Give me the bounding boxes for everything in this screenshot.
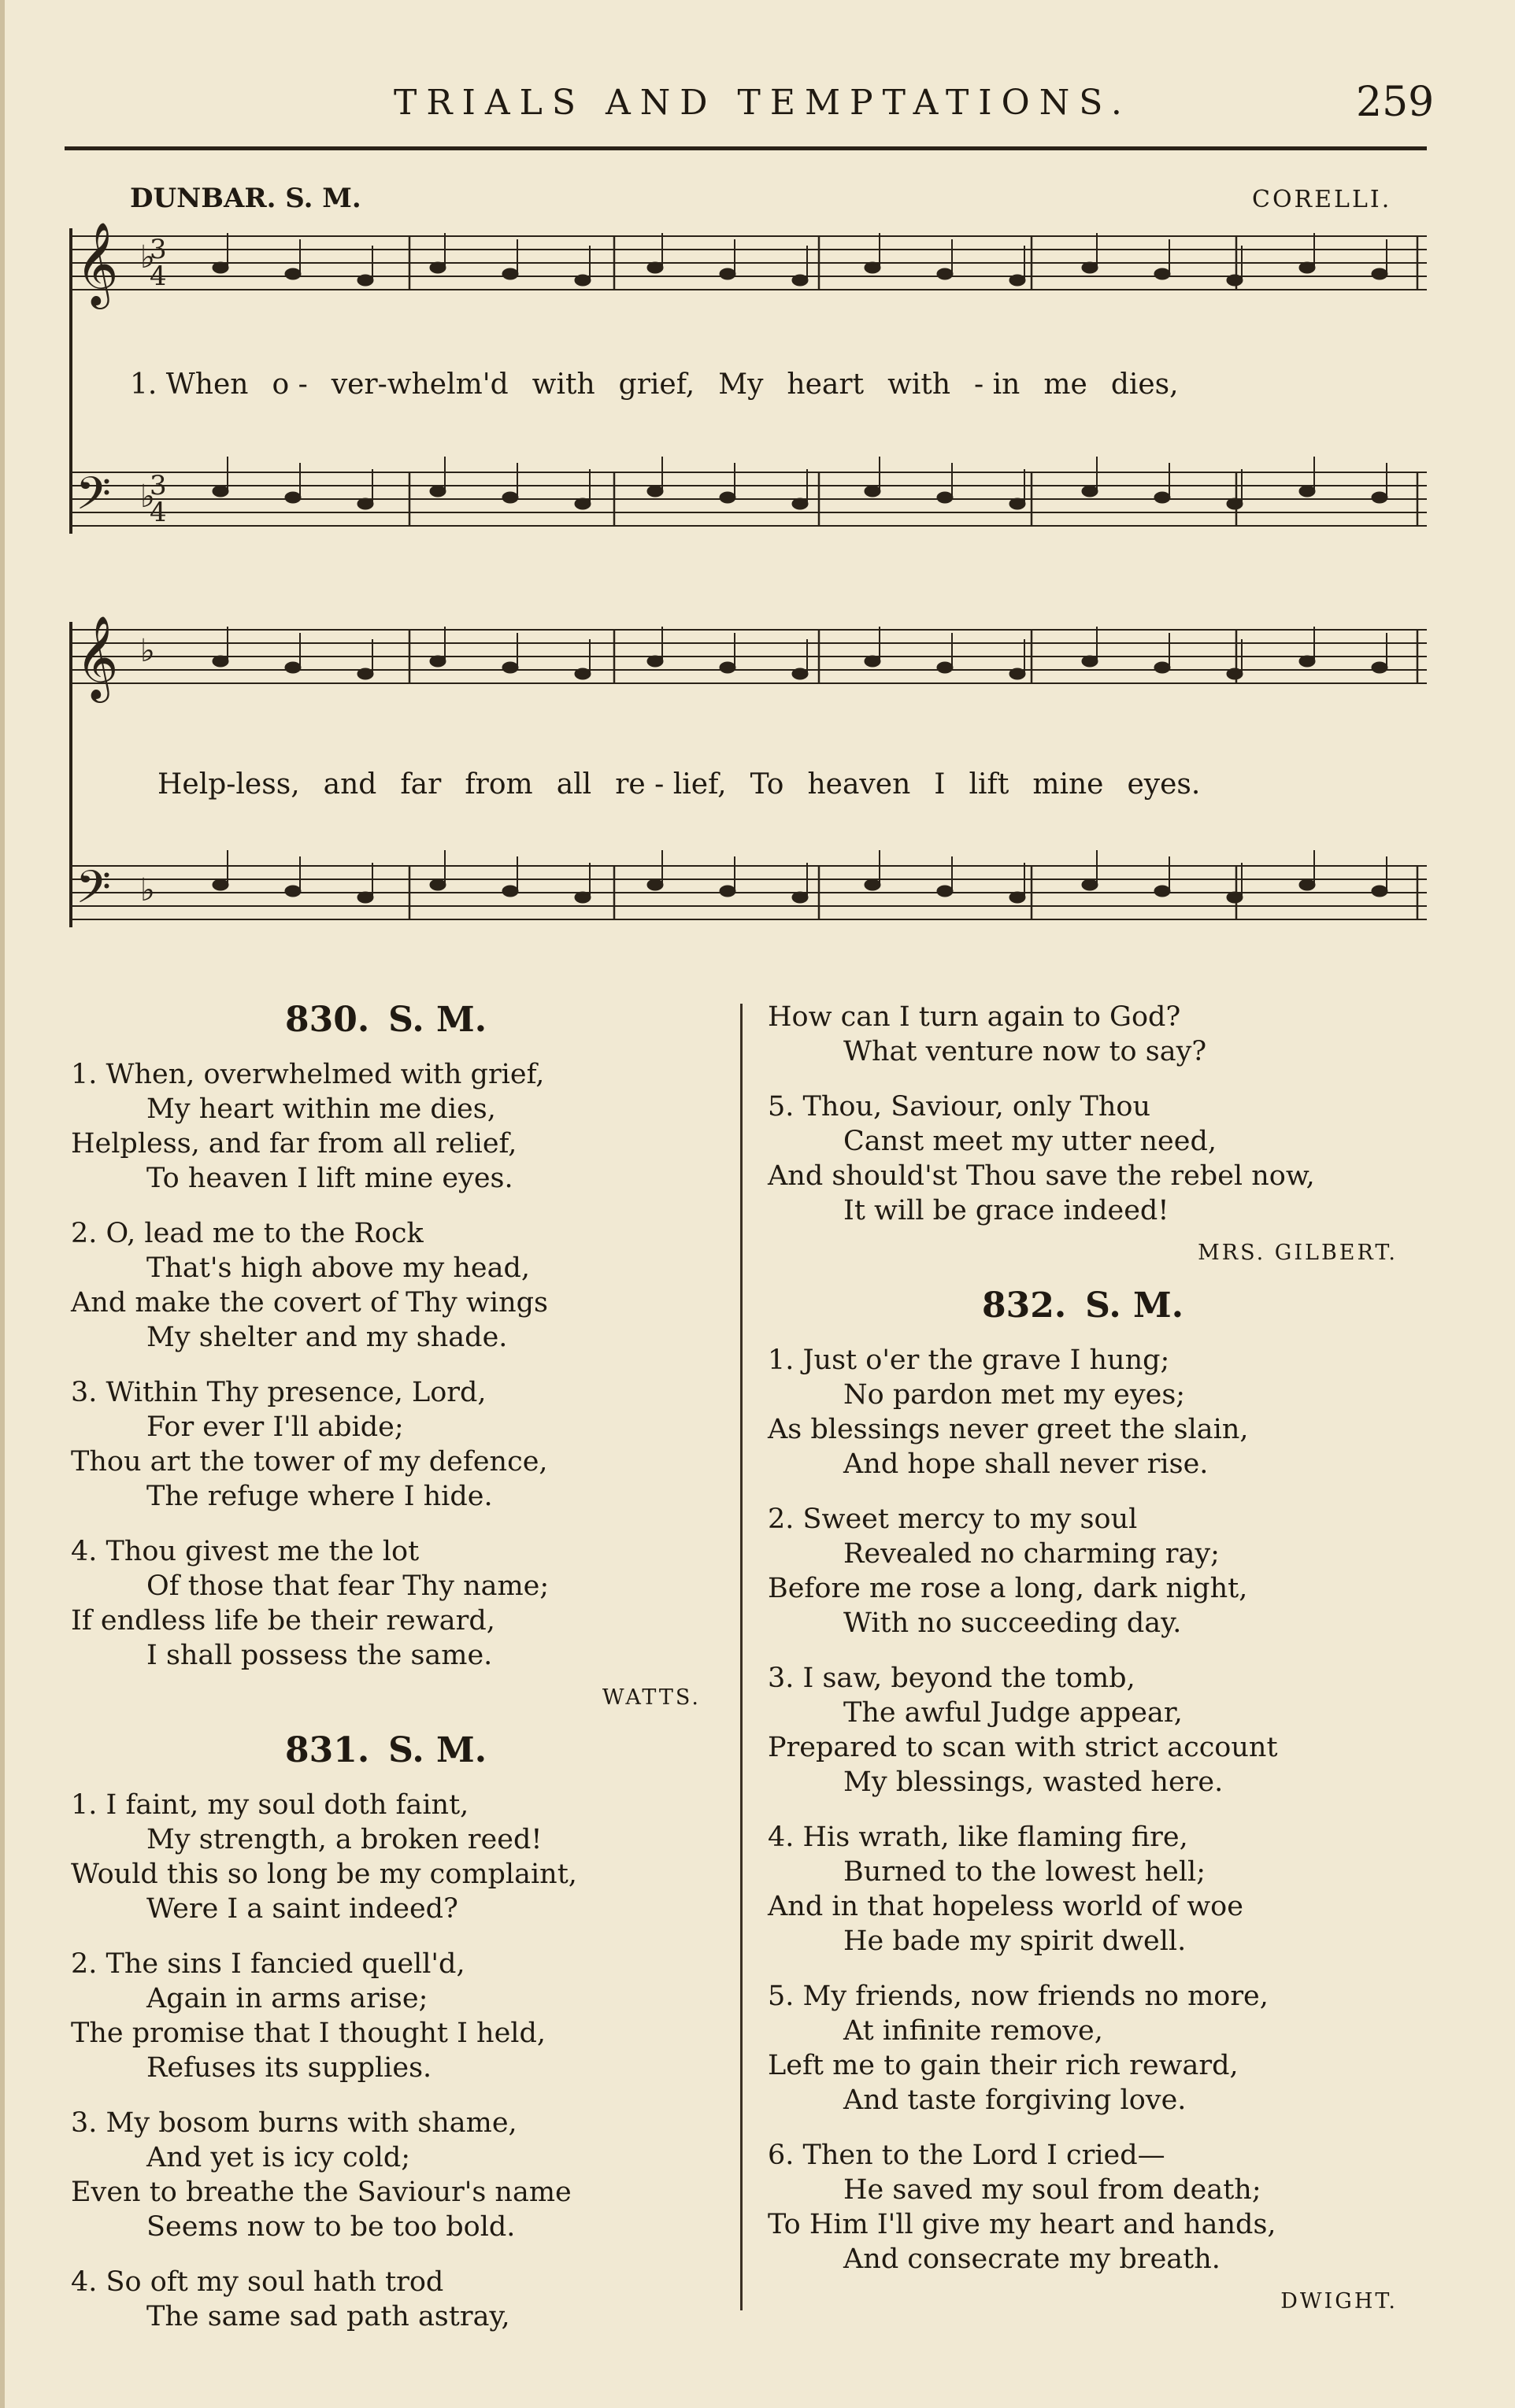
hymn-number: 832. (981, 1285, 1067, 1326)
time-signature-bottom: 4 (150, 497, 167, 528)
bass-note (502, 492, 518, 503)
treble-note (502, 268, 518, 279)
treble-note (213, 262, 228, 273)
bass-clef: 𝄢 (76, 860, 112, 925)
treble-note (720, 662, 735, 673)
verse-line: Left me to gain their rich reward, (768, 2050, 1239, 2081)
bass-note (792, 892, 808, 903)
bass-note (1154, 886, 1170, 897)
lyric-syllable: o - (272, 368, 308, 401)
hymn-meter: S. M. (1085, 1285, 1184, 1326)
stanza (768, 1661, 1398, 1800)
verse-line: My heart within me dies, (146, 1093, 496, 1125)
verse-line: 4. His wrath, like flaming fire, (768, 1822, 1188, 1853)
verse-line: As blessings never greet the slain, (768, 1414, 1249, 1445)
verse-line: That's high above my head, (146, 1252, 531, 1284)
hymn-meter: S. M. (388, 1730, 487, 1770)
stanza (768, 1000, 1398, 1069)
lyric-syllable: all (556, 768, 592, 801)
verse-line: What venture now to say? (843, 1036, 1207, 1067)
system1-lyrics (130, 368, 1202, 401)
verse-line: 1. I faint, my soul doth faint, (71, 1789, 469, 1821)
verse-line: The same sad path astray, (146, 2301, 510, 2332)
stanza (71, 1216, 701, 1355)
system1-bass-staff (69, 472, 1427, 526)
treble-note (792, 668, 808, 679)
treble-note (1299, 262, 1315, 273)
verse-line: To heaven I lift mine eyes. (146, 1163, 513, 1194)
verse-line: The awful Judge appear, (843, 1697, 1183, 1729)
verse-line: Would this so long be my complaint, (71, 1859, 577, 1890)
verse-line: 3. My bosom burns with shame, (71, 2107, 517, 2139)
verse-line: And in that hopeless world of woe (768, 1891, 1243, 1922)
verse-line: My strength, a broken reed! (146, 1824, 543, 1855)
verse-line: 4. So oft my soul hath trod (71, 2266, 444, 2298)
bass-note (937, 886, 953, 897)
verse-line: Were I a saint indeed? (146, 1893, 458, 1925)
bass-note (647, 879, 663, 890)
treble-clef: 𝄞 (76, 615, 119, 699)
lyric-syllable: with (532, 368, 595, 401)
lyric-syllable: and (323, 768, 377, 801)
stanza (71, 1375, 701, 1514)
music-score (0, 0, 1515, 992)
hymn-author: DWIGHT. (1280, 2289, 1398, 2314)
bass-note (357, 498, 373, 509)
bass-note (575, 498, 591, 509)
treble-note (1227, 275, 1243, 286)
lyric-syllable: 1. When (130, 368, 249, 401)
lyric-syllable: - in (974, 368, 1020, 401)
stanza (71, 2106, 701, 2244)
hymn-heading (71, 1730, 701, 1770)
page-number: 259 (1356, 79, 1435, 126)
verse-line: He saved my soul from death; (843, 2174, 1261, 2206)
verse-line: Burned to the lowest hell; (843, 1856, 1206, 1888)
treble-note (502, 662, 518, 673)
system1-treble-staff (69, 236, 1427, 290)
bass-note (1227, 892, 1243, 903)
lyric-syllable: from (465, 768, 533, 801)
verse-line: 5. Thou, Saviour, only Thou (768, 1091, 1151, 1123)
verse-line: He bade my spirit dwell. (843, 1925, 1187, 1957)
bass-note (575, 892, 591, 903)
verse-line: 1. When, overwhelmed with grief, (71, 1059, 545, 1090)
bass-note (937, 492, 953, 503)
bass-note (285, 886, 301, 897)
verse-line: 2. The sins I fancied quell'd, (71, 1948, 465, 1980)
treble-note (430, 262, 446, 273)
verse-line: Before me rose a long, dark night, (768, 1573, 1248, 1604)
hymn-number: 830. (284, 1000, 370, 1040)
verse-line: Canst meet my utter need, (843, 1126, 1217, 1157)
treble-note (865, 262, 880, 273)
system2-bass-staff (69, 866, 1427, 919)
right-column (768, 1000, 1398, 2334)
verse-line: Helpless, and far from all relief, (71, 1128, 517, 1160)
verse-line: And make the covert of Thy wings (71, 1287, 548, 1319)
stanza (71, 1788, 701, 1926)
column-rule (740, 1004, 743, 2310)
lyric-syllable: grief, (618, 368, 695, 401)
lyric-syllable: My (718, 368, 764, 401)
bass-note (865, 879, 880, 890)
treble-note (792, 275, 808, 286)
verse-line: Seems now to be too bold. (146, 2211, 516, 2243)
verse-line: No pardon met my eyes; (843, 1379, 1186, 1411)
bass-note (1154, 492, 1170, 503)
treble-note (1009, 275, 1025, 286)
treble-note (647, 262, 663, 273)
treble-note (357, 275, 373, 286)
verse-line: 4. Thou givest me the lot (71, 1536, 420, 1567)
lyric-syllable: re - lief, (615, 768, 727, 801)
bass-note (1372, 492, 1387, 503)
key-signature-flat: ♭ (140, 633, 155, 669)
lyric-syllable: I (934, 768, 946, 801)
stanza (71, 1534, 701, 1673)
treble-note (1372, 662, 1387, 673)
verse-line: I shall possess the same. (146, 1640, 493, 1671)
bass-note (213, 486, 228, 497)
lyric-syllable: with (887, 368, 951, 401)
lyric-syllable: To (750, 768, 784, 801)
bass-note (865, 486, 880, 497)
stanza (71, 1947, 701, 2085)
bass-note (1009, 892, 1025, 903)
lyric-syllable: far (400, 768, 442, 801)
verse-line: 2. Sweet mercy to my soul (768, 1504, 1138, 1535)
key-signature-flat: ♭ (140, 872, 155, 908)
system2-lyrics (157, 768, 1224, 801)
stanza (768, 1089, 1398, 1228)
verse-line: And consecrate my breath. (843, 2243, 1221, 2275)
treble-note (720, 268, 735, 279)
bass-note (213, 879, 228, 890)
verse-line: Again in arms arise; (146, 1983, 428, 2014)
bass-note (1299, 879, 1315, 890)
hymn-number: 831. (284, 1730, 370, 1770)
bass-note (1372, 886, 1387, 897)
verse-line: Prepared to scan with strict account (768, 1732, 1278, 1763)
verse-line: Of those that fear Thy name; (146, 1570, 550, 1602)
treble-note (1154, 662, 1170, 673)
treble-note (285, 662, 301, 673)
stanza (768, 1979, 1398, 2118)
verse-line: And hope shall never rise. (843, 1448, 1209, 1480)
hymn-author: MRS. GILBERT. (1198, 1241, 1398, 1265)
stanza (768, 1502, 1398, 1640)
hymn-heading (768, 1285, 1398, 1326)
bass-note (430, 879, 446, 890)
bass-note (647, 486, 663, 497)
verse-line: Thou art the tower of my defence, (71, 1446, 548, 1478)
treble-note (357, 668, 373, 679)
lyric-syllable: dies, (1110, 368, 1179, 401)
time-signature-top: 3 (150, 470, 167, 501)
treble-note (1299, 656, 1315, 667)
treble-note (575, 668, 591, 679)
verse-line: 6. Then to the Lord I cried— (768, 2140, 1165, 2171)
bass-note (357, 892, 373, 903)
bass-note (1227, 498, 1243, 509)
treble-note (865, 656, 880, 667)
verse-line: The promise that I thought I held, (71, 2018, 546, 2049)
treble-note (1227, 668, 1243, 679)
verse-line: 5. My friends, now friends no more, (768, 1981, 1269, 2012)
treble-clef: 𝄞 (76, 221, 119, 305)
lyric-syllable: heaven (807, 768, 911, 801)
stanza (768, 2138, 1398, 2277)
treble-note (1082, 656, 1098, 667)
composer-name: CORELLI. (1252, 186, 1392, 213)
verse-line: The refuge where I hide. (146, 1481, 493, 1512)
verse-line: And yet is icy cold; (146, 2142, 411, 2173)
stanza (768, 1820, 1398, 1959)
treble-note (575, 275, 591, 286)
lyric-syllable: me (1043, 368, 1087, 401)
bass-note (720, 886, 735, 897)
treble-note (1082, 262, 1098, 273)
verse-line: If endless life be their reward, (71, 1605, 495, 1637)
lyric-syllable: lift (969, 768, 1009, 801)
treble-note (647, 656, 663, 667)
bass-note (792, 498, 808, 509)
bass-note (502, 886, 518, 897)
treble-note (1154, 268, 1170, 279)
verse-line: With no succeeding day. (843, 1607, 1182, 1639)
stanza (71, 1057, 701, 1196)
key-signature-flat: ♭ (140, 479, 155, 515)
verse-line: How can I turn again to God? (768, 1001, 1181, 1033)
bass-note (1009, 498, 1025, 509)
treble-note (285, 268, 301, 279)
tune-name: DUNBAR. S. M. (130, 183, 361, 214)
verse-line: And should'st Thou save the rebel now, (768, 1160, 1315, 1192)
verse-line: At infinite remove, (843, 2015, 1103, 2047)
running-head: TRIALS AND TEMPTATIONS. (394, 83, 1132, 123)
treble-note (937, 268, 953, 279)
system2-treble-staff (69, 630, 1427, 683)
left-column (71, 1000, 701, 2354)
verse-line: And taste forgiving love. (843, 2084, 1187, 2116)
bass-clef: 𝄢 (76, 467, 112, 531)
verse-line: Refuses its supplies. (146, 2052, 432, 2084)
verse-line: My blessings, wasted here. (843, 1766, 1224, 1798)
lyric-syllable: Help-less, (157, 768, 300, 801)
verse-line: 3. Within Thy presence, Lord, (71, 1377, 487, 1408)
verse-line: My shelter and my shade. (146, 1322, 508, 1353)
lyric-syllable: heart (787, 368, 865, 401)
verse-line: For ever I'll abide; (146, 1411, 404, 1443)
stanza (768, 1343, 1398, 1481)
bass-note (285, 492, 301, 503)
lyric-syllable: ver-whelm'd (331, 368, 509, 401)
lyric-syllable: mine (1032, 768, 1104, 801)
key-signature-flat: ♭ (140, 239, 155, 276)
verse-line: 1. Just o'er the grave I hung; (768, 1345, 1170, 1376)
treble-note (430, 656, 446, 667)
verse-line: To Him I'll give my heart and hands, (768, 2209, 1276, 2240)
verse-line: 3. I saw, beyond the tomb, (768, 1663, 1135, 1694)
hymn-heading (71, 1000, 701, 1040)
treble-note (213, 656, 228, 667)
hymn-meter: S. M. (388, 1000, 487, 1040)
verse-line: 2. O, lead me to the Rock (71, 1218, 424, 1249)
time-signature-bottom: 4 (150, 261, 167, 292)
stanza (71, 2265, 701, 2334)
verse-line: Revealed no charming ray; (843, 1538, 1220, 1570)
lyric-syllable: eyes. (1127, 768, 1201, 801)
verse-line: It will be grace indeed! (843, 1195, 1169, 1226)
time-signature-top: 3 (150, 234, 167, 265)
hymn-author: WATTS. (602, 1685, 701, 1710)
treble-note (1009, 668, 1025, 679)
bass-note (1299, 486, 1315, 497)
verse-line: Even to breathe the Saviour's name (71, 2177, 572, 2208)
treble-note (937, 662, 953, 673)
bass-note (1082, 486, 1098, 497)
treble-note (1372, 268, 1387, 279)
bass-note (720, 492, 735, 503)
bass-note (430, 486, 446, 497)
bass-note (1082, 879, 1098, 890)
